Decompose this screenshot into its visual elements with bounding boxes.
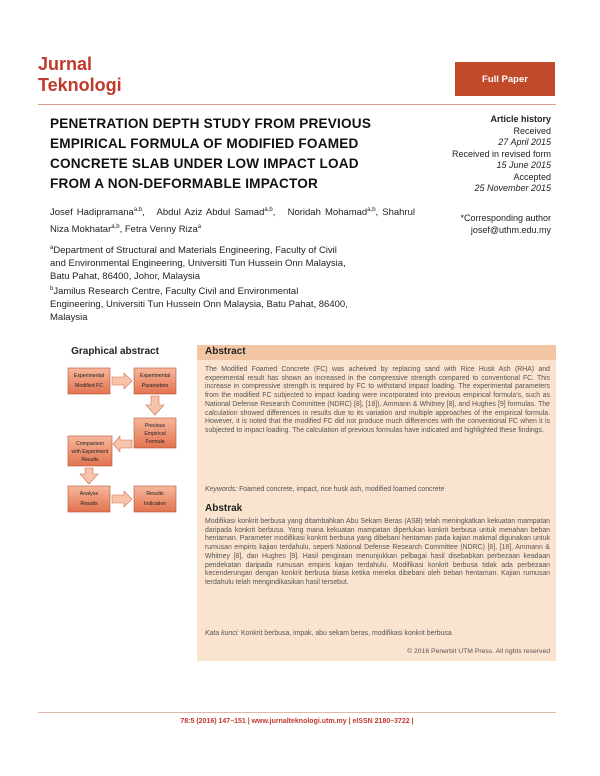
journal-name-line2: Teknologi <box>38 75 122 95</box>
paper-title <box>50 114 415 194</box>
corresponding-label: *Corresponding author <box>460 213 551 223</box>
flow-box-text: Previous <box>144 423 166 429</box>
abstract-header-bar <box>197 345 556 360</box>
affil-line: Batu Pahat, 86400, Johor, Malaysia <box>50 271 200 283</box>
author-sup: a,b <box>264 207 273 213</box>
page-footer: 78:5 (2016) 147–151 | www.jurnalteknologi.utm.my | eISSN 2180–3722 | <box>180 718 414 725</box>
footer-divider <box>38 712 556 713</box>
paper-type-label: Full Paper <box>482 73 528 85</box>
flow-box-text: Indication <box>143 501 167 507</box>
accepted-date: 25 November 2015 <box>474 183 551 193</box>
kata-kunci-label: Kata kunci: <box>205 630 240 637</box>
flow-box-analyse <box>68 486 110 512</box>
title-line: EMPIRICAL FORMULA OF MODIFIED FOAMED <box>50 136 359 151</box>
flow-box-text: Experimental <box>73 373 105 379</box>
header-divider <box>38 104 556 105</box>
flow-box-text: Results <box>81 457 99 463</box>
title-line: FROM A NON-DEFORMABLE IMPACTOR <box>50 176 319 191</box>
flow-arrow-down-icon <box>80 468 98 484</box>
author-sup: a,b <box>111 224 120 231</box>
revised-label: Received in revised form <box>451 148 551 159</box>
article-history <box>428 114 551 195</box>
flow-arrow-down-icon <box>146 396 164 415</box>
affil-line: Malaysia <box>50 312 88 324</box>
flow-box-text: Parameters <box>141 383 169 389</box>
flow-box-text: Modified FC <box>75 383 103 389</box>
received-date: 27 April 2015 <box>498 137 551 147</box>
flow-box-text: Formula <box>145 439 165 445</box>
abstrak-text: Modifikasi konkrit berbusa yang ditambahkan Abu Sekam Beras (ASB) telah meningkatkan kekuatan mampatan daripada konkrit berbusa. Yang mana kekuatan mampatan diperlukan konkrit berbusa untuk menahan beban hentaman. Parameter modifikasi konkrit berbusa yang dibebani hentaman pada kajian makmal digunakan untuk rumusan empiris kajian terdahulu, seperti National Defense Research Committee (NDRC) [8], [18], Ammann & Whitney [8], dan Hughes [9]. Hasil pengiraan menunjukkan pelbagai hasil disebabkan perbezaan keadaan pendekatan daripada rumusan empiris kajian terdahulu. Modifikasi konkrit berbusa tidak ada perbezaan kecenderungan dengan konkrit berbusa biasa ketika mereka dibebani oleh beban hentaman. Kajian rumusan terdahulu telah mengindikasikan hasil tersebut. <box>205 518 550 586</box>
keywords-label: Keywords: <box>205 486 238 493</box>
copyright-notice: © 2016 Penerbit UTM Press. All rights reserved <box>407 648 550 655</box>
flow-box-text: Empirical <box>144 431 166 437</box>
flow-box-experimental <box>68 368 110 394</box>
abstract-heading: Abstract <box>205 346 246 357</box>
author-name: Noridah Mohamad <box>287 207 368 219</box>
corresponding-author <box>420 212 551 236</box>
author-name: Fetra Venny Riza <box>124 224 198 236</box>
accepted-label: Accepted <box>513 171 551 182</box>
history-heading: Article history <box>490 114 551 124</box>
graphical-abstract-flowchart <box>38 358 192 538</box>
kata-kunci-value: Konkrit berbusa, impak, abu sekam beras, modifikasi konkrit berbusa <box>241 630 452 637</box>
author-list: Josef Hadipramana$^{a,b}$, Abdul Aziz Abdul Samad$^{a,b}$, Noridah Mohamad$^{a,b}$, Shahrul Niza Mokhatar$^{a,b}$, Fetra Venny Riza$^a$ <box>50 207 415 236</box>
flow-box-text: with Experiment <box>71 449 109 455</box>
author-name: Josef Hadipramana <box>50 207 134 219</box>
author-sup: a,b <box>367 207 376 213</box>
flow-box-indication <box>134 486 176 512</box>
flow-box-text: Analyse <box>79 491 99 497</box>
flow-box-text: Results <box>146 491 164 497</box>
kata-kunci <box>205 630 550 637</box>
author-name: Abdul Aziz Abdul Samad <box>156 207 265 219</box>
flow-box-text: Comparison <box>76 441 104 447</box>
affil-line: Engineering, Universiti Tun Hussein Onn Malaysia, Batu Pahat, 86400, <box>50 299 348 311</box>
graphical-abstract-heading: Graphical abstract <box>71 346 159 357</box>
paper-type-badge <box>455 62 555 96</box>
author-sup: a <box>197 224 202 231</box>
flow-box-parameters <box>134 368 176 394</box>
title-line: CONCRETE SLAB UNDER LOW IMPACT LOAD <box>50 156 359 171</box>
abstrak-heading: Abstrak <box>205 503 243 514</box>
affil-line: Department of Structural and Materials Engineering, Faculty of Civil <box>53 245 337 257</box>
affil-line: and Environmental Engineering, Universiti Tun Hussein Onn Malaysia, <box>50 258 346 270</box>
journal-name <box>38 54 122 96</box>
corresponding-email[interactable]: josef@uthm.edu.my <box>470 225 551 235</box>
flow-box-text: Experimental <box>139 373 171 379</box>
keywords <box>205 486 550 493</box>
author-name: Shahrul Niza Mokhatar <box>50 207 415 236</box>
author-sup: a,b <box>133 207 143 213</box>
flow-arrow-right-icon <box>112 373 132 389</box>
affil-line: Jamilus Research Centre, Faculty Civil and Environmental <box>53 286 299 298</box>
affil-sup: b <box>50 286 54 293</box>
flow-arrow-right-icon <box>112 491 132 507</box>
received-label: Received <box>513 125 551 136</box>
title-line: PENETRATION DEPTH STUDY FROM PREVIOUS <box>50 116 372 131</box>
abstract-text: The Modified Foamed Concrete (FC) was acheived by replacing sand with Rice Husk Ash (RHA) and experimental result has shown an increased in the compressive strength compared to conventional FC. This increase in compressive strength is required by FC to withstand impact loading. The experimental parameters from the modified FC subjected to impact loading were incorporated into previous empirical formula's, such as National Defense Research Committee (NDRC) [8], [18]), Ammann & Whitney [8], and Hughes [9] formulas. The calculation showed differences in results due to its variation and multiple approaches of the empirical formula. However, it is noted that the modified FC did not produce much differences with the conventional FC when it is subjected to impact loading. The calculation of previous formulas have indicated and highlighted these findings. <box>205 366 550 434</box>
keywords-value: Foamed concrete, impact, rice husk ash, modified foamed concrete <box>239 486 445 493</box>
revised-date: 15 June 2015 <box>496 160 551 170</box>
flow-box-text: Results <box>80 501 98 507</box>
affiliations <box>50 242 415 324</box>
affil-sup: a <box>50 245 54 251</box>
flow-arrow-left-icon <box>113 436 132 452</box>
journal-name-line1: Jurnal <box>38 54 93 74</box>
